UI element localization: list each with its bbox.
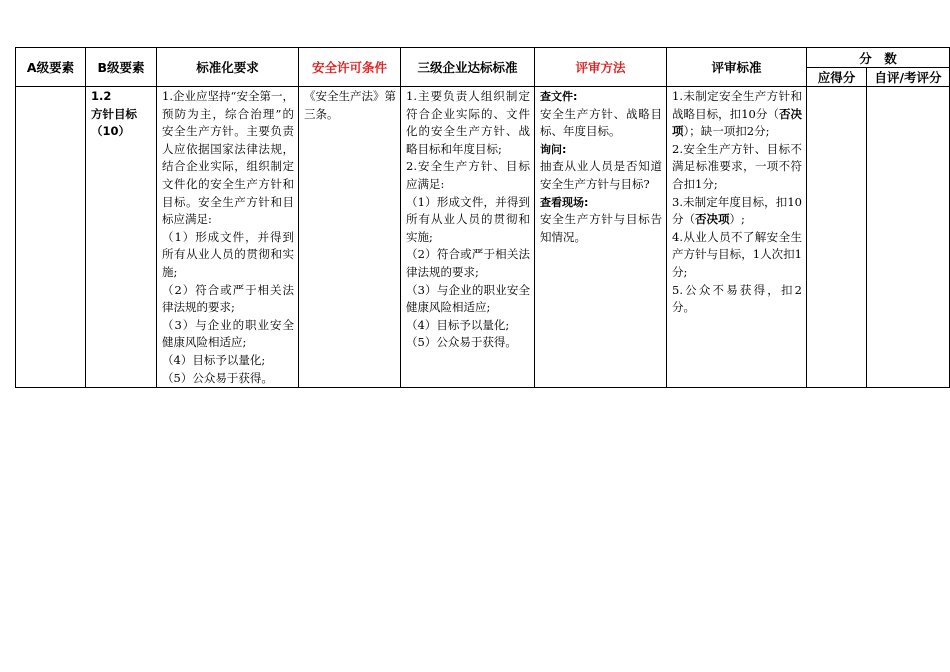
header-review-method: 评审方法 bbox=[535, 48, 667, 87]
header-license-condition: 安全许可条件 bbox=[299, 48, 401, 87]
std-line: （3）与企业的职业安全健康风险相适应; bbox=[162, 317, 294, 350]
table-row bbox=[16, 87, 950, 388]
veto-label: 否决项 bbox=[672, 106, 803, 139]
cell-standard-requirement bbox=[157, 87, 299, 388]
header-a-element: A级要素 bbox=[16, 48, 86, 87]
header-standard-requirement: 标准化要求 bbox=[157, 48, 299, 87]
std-line: （2）符合或严于相关法律法规的要求; bbox=[162, 282, 294, 315]
criteria-text: 1.未制定安全生产方针和战略目标，扣10分（ bbox=[672, 89, 802, 121]
lvl3-line: （2）符合或严于相关法律法规的要求; bbox=[406, 247, 530, 279]
check-docs-text: 安全生产方针、战略目标、年度目标。 bbox=[540, 106, 662, 139]
criteria-item: 4.从业人员不了解安全生产方针与目标，1人次扣1分; bbox=[672, 229, 802, 279]
b-points: （10） bbox=[91, 124, 131, 139]
criteria-item: 2.安全生产方针、目标不满足标准要求，一项不符合扣1分; bbox=[672, 141, 802, 191]
standard-table bbox=[15, 47, 950, 388]
site-check-text: 安全生产方针与目标告知情况。 bbox=[540, 212, 662, 244]
cell-due-score[interactable] bbox=[807, 87, 867, 388]
std-line: 1.企业应坚持“安全第一，预防为主，综合治理”的安全生产方针。主要负责人应依据国家法律法规，结合企业实际，组织制定文件化的安全生产方针和目标。安全生产方针和目标应满足: bbox=[162, 89, 294, 227]
std-line: （1）形成文件，并得到所有从业人员的贯彻和实施; bbox=[162, 229, 294, 279]
cell-license-condition bbox=[299, 87, 401, 388]
header-b-element: B级要素 bbox=[86, 48, 157, 87]
b-title: 方针目标 bbox=[91, 106, 137, 121]
criteria-text: 3.未制定年度目标，扣10分（ bbox=[672, 194, 802, 227]
header-self-score: 自评/考评分 bbox=[867, 68, 950, 87]
lvl3-line: 2.安全生产方针、目标应满足: bbox=[406, 159, 530, 191]
cell-b-element bbox=[86, 87, 157, 388]
criteria-item bbox=[672, 88, 802, 141]
cell-review-method bbox=[535, 87, 667, 388]
inquiry-text: 抽查从业人员是否知道安全生产方针与目标? bbox=[540, 159, 662, 191]
std-line: （5）公众易于获得。 bbox=[162, 370, 273, 385]
header-level3-standard: 三级企业达标标准 bbox=[401, 48, 535, 87]
header-score: 分 数 bbox=[807, 48, 950, 68]
lvl3-line: 1.主要负责人组织制定符合企业实际的、文件化的安全生产方针、战略目标和年度目标; bbox=[406, 89, 530, 156]
lic-line: 《安全生产法》第三条。 bbox=[304, 89, 396, 121]
site-check-label: 查看现场: bbox=[540, 195, 589, 209]
cell-level3-standard bbox=[401, 87, 535, 388]
cell-a-element bbox=[16, 87, 86, 388]
std-line: （4）目标予以量化; bbox=[162, 352, 266, 367]
lvl3-line: （3）与企业的职业安全健康风险相适应; bbox=[406, 282, 530, 315]
b-number: 1.2 bbox=[91, 89, 112, 103]
criteria-item bbox=[672, 194, 802, 229]
criteria-text: ）; bbox=[729, 212, 745, 227]
check-docs-label: 查文件: bbox=[540, 90, 578, 103]
header-due-score: 应得分 bbox=[807, 68, 867, 87]
lvl3-line: （4）目标予以量化; bbox=[406, 317, 510, 332]
lvl3-line: （5）公众易于获得。 bbox=[406, 335, 517, 350]
criteria-text: ）；缺一项扣2分; bbox=[683, 124, 770, 139]
veto-label: 否决项 bbox=[695, 212, 730, 227]
header-review-criteria: 评审标准 bbox=[667, 48, 807, 87]
cell-review-criteria bbox=[667, 87, 807, 388]
inquiry-label: 询问: bbox=[540, 142, 567, 156]
lvl3-line: （1）形成文件，并得到所有从业人员的贯彻和实施; bbox=[406, 194, 530, 244]
cell-self-score[interactable] bbox=[867, 87, 950, 388]
criteria-item: 5.公众不易获得，扣2分。 bbox=[672, 282, 802, 315]
